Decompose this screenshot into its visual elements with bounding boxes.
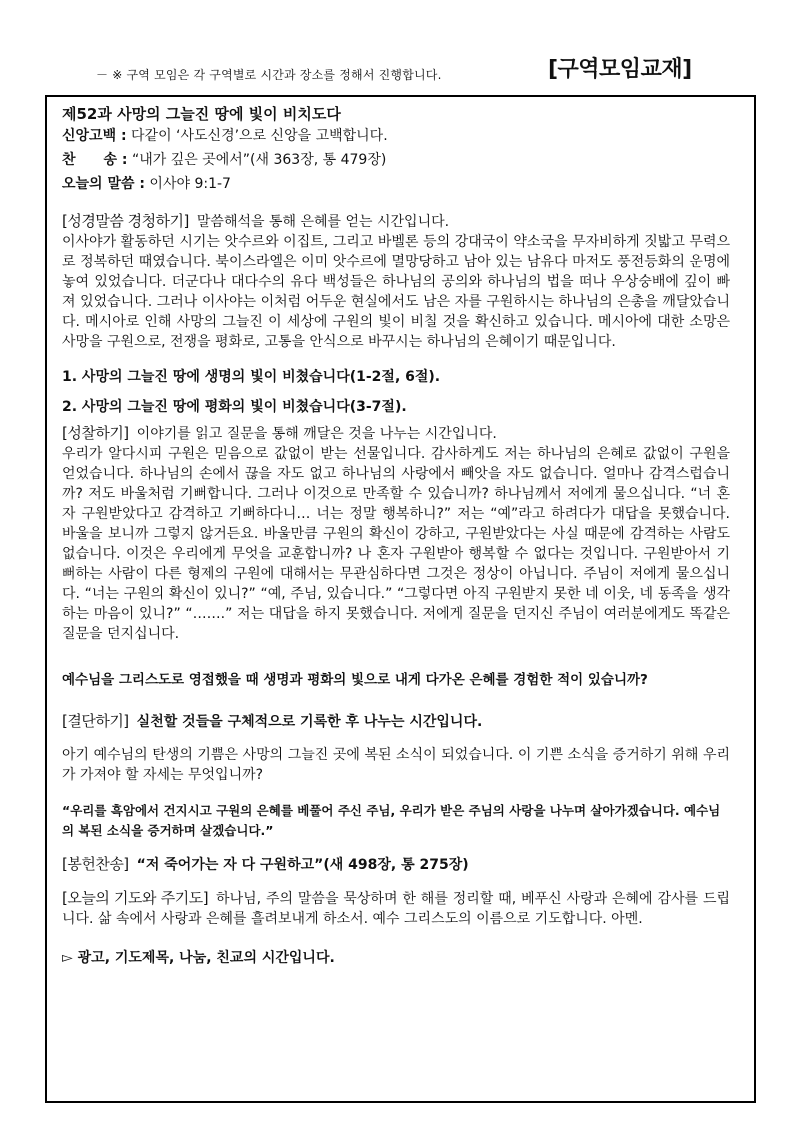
listen-paragraph (62, 211, 730, 352)
decide-heading: [결단하기] (62, 712, 129, 730)
reflect-heading: [성찰하기] (62, 424, 129, 442)
offering-hymn: “저 죽어가는 자 다 구원하고”(새 498장, 통 275장) (136, 857, 469, 873)
prayer-paragraph (62, 888, 730, 929)
decide-header (62, 710, 730, 731)
scripture-label: 오늘의 말씀 : (62, 176, 145, 192)
point-one: 1. 사망의 그늘진 땅에 생명의 빛이 비쳤습니다(1-2절, 6절). (62, 369, 441, 385)
point-two: 2. 사망의 그늘진 땅에 평화의 빛이 비쳤습니다(3-7절). (62, 399, 407, 415)
hymn-label: 찬 송 : (62, 152, 128, 168)
decide-commitment: “우리를 흑암에서 건지시고 구원의 은혜를 베풀어 주신 주님, 우리가 받은 주님의 사랑을 나누며 살아가겠습니다. 예수님의 복된 소식을 증거하며 살겠습니다.” (62, 803, 721, 838)
listen-intro: 말씀해석을 통해 은혜를 얻는 시간입니다. (196, 214, 450, 230)
reflect-section (62, 423, 730, 644)
document-title: [구역모임교재] (548, 57, 692, 82)
scripture-line (62, 174, 730, 194)
creed-label: 신앙고백 : (62, 128, 127, 144)
header-note: － ※ 구역 모임은 각 구역별로 시간과 장소를 정해서 진행합니다. (96, 68, 442, 82)
listen-heading: [성경말씀 경청하기] (62, 212, 189, 230)
lesson-content (62, 104, 730, 967)
hymn-text: “내가 깊은 곳에서”(새 363장, 통 479장) (131, 152, 387, 168)
offering-line (62, 853, 730, 874)
reflect-paragraph (62, 423, 730, 644)
reflect-question: 예수님을 그리스도로 영접했을 때 생명과 평화의 빛으로 내게 다가온 은혜를 경험한 적이 있습니까? (62, 672, 648, 688)
reflect-intro: 이야기를 읽고 질문을 통해 깨달은 것을 나누는 시간입니다. (136, 426, 497, 442)
closing-line: ▻ 광고, 기도제목, 나눔, 친교의 시간입니다. (62, 950, 335, 966)
scripture-text: 이사야 9:1-7 (149, 176, 231, 192)
prayer-body: 하나님, 주의 말씀을 묵상하며 한 해를 정리할 때, 베푸신 사랑과 은혜에 감사를 드립니다. 삶 속에서 사랑과 은혜를 흘려보내게 하소서. 예수 그리스도의 이름으로 기도합니다. 아멘. (62, 891, 730, 927)
creed-text: 다같이 ‘사도신경’으로 신앙을 고백합니다. (131, 128, 388, 144)
hymn-line (62, 150, 730, 170)
reflect-body: 우리가 알다시피 구원은 믿음으로 값없이 받는 선물입니다. 감사하게도 저는 하나님의 은혜로 값없이 구원을 얻었습니다. 하나님의 손에서 끊을 자도 없고 하나님의 사랑에서 빼앗을 자도 없습니다. 얼마나 감격스럽습니까? 저도 바울처럼 기뻐합니다. 그러나 이것으로 만족할 수 있습니까? 하나님께서 저에게 물으십니다. “너 혼자 구원받았다고 감격하고 기뻐하다니… 너는 정말 행복하니?” 저는 “예”라고 하려다가 대답을 못했습니다. 바울을 보니까 그렇지 않거든요. 바울만큼 구원의 확신이 강하고, 구원받았다는 사실 때문에 감격하는 사람도 없습니다. 이것은 우리에게 무엇을 교훈합니까? 나 혼자 구원받아 행복할 수 없다는 것입니다. 구원받아서 기뻐하는 사람이 다른 형제의 구원에 대해서는 무관심하다면 그것은 정상이 아닙니다. 주님이 저에게 물으십니다. “너는 구원의 확신이 있니?” “예, 주님, 있습니다.” “그렇다면 아직 구원받지 못한 네 이웃, 네 동족을 생각하는 마음이 있니?” “…….” 저는 대답을 하지 못했습니다. 저에게 질문을 던지신 주님이 여러분에게도 똑같은 질문을 던지십니다. (62, 446, 730, 642)
creed-line (62, 126, 730, 146)
listen-section (62, 211, 730, 352)
offering-heading: [봉헌찬송] (62, 855, 129, 873)
decide-body: 아기 예수님의 탄생의 기쁨은 사망의 그늘진 곳에 복된 소식이 되었습니다. 이 기쁜 소식을 증거하기 위해 우리가 가져야 할 자세는 무엇입니까? (62, 747, 730, 783)
lesson-title: 제52과 사망의 그늘진 땅에 빛이 비치도다 (62, 105, 341, 123)
decide-intro: 실천할 것들을 구체적으로 기록한 후 나누는 시간입니다. (136, 714, 483, 730)
prayer-heading: [오늘의 기도와 주기도] (62, 889, 209, 907)
listen-body: 이사야가 활동하던 시기는 앗수르와 이집트, 그리고 바벨론 등의 강대국이 약소국을 무자비하게 짓밟고 무력으로 정복하던 때였습니다. 북이스라엘은 이미 앗수르에 멸망당하고 남아 있는 남유다 마저도 풍전등화의 운명에 놓여 있었습니다. 더군다나 대다수의 유다 백성들은 하나님의 공의와 하나님의 법을 떠나 우상숭배에 깊이 빠져 있었습니다. 그러나 이사야는 이처럼 어두운 현실에서도 남은 자를 구원하시는 하나님의 은총을 깨달았습니다. 메시아로 인해 사망의 그늘진 이 세상에 구원의 빛이 비칠 것을 확신하고 있습니다. 메시아에 대한 소망은 사망을 구원으로, 전쟁을 평화로, 고통을 안식으로 바꾸시는 하나님의 은혜이기 때문입니다. (62, 234, 730, 350)
